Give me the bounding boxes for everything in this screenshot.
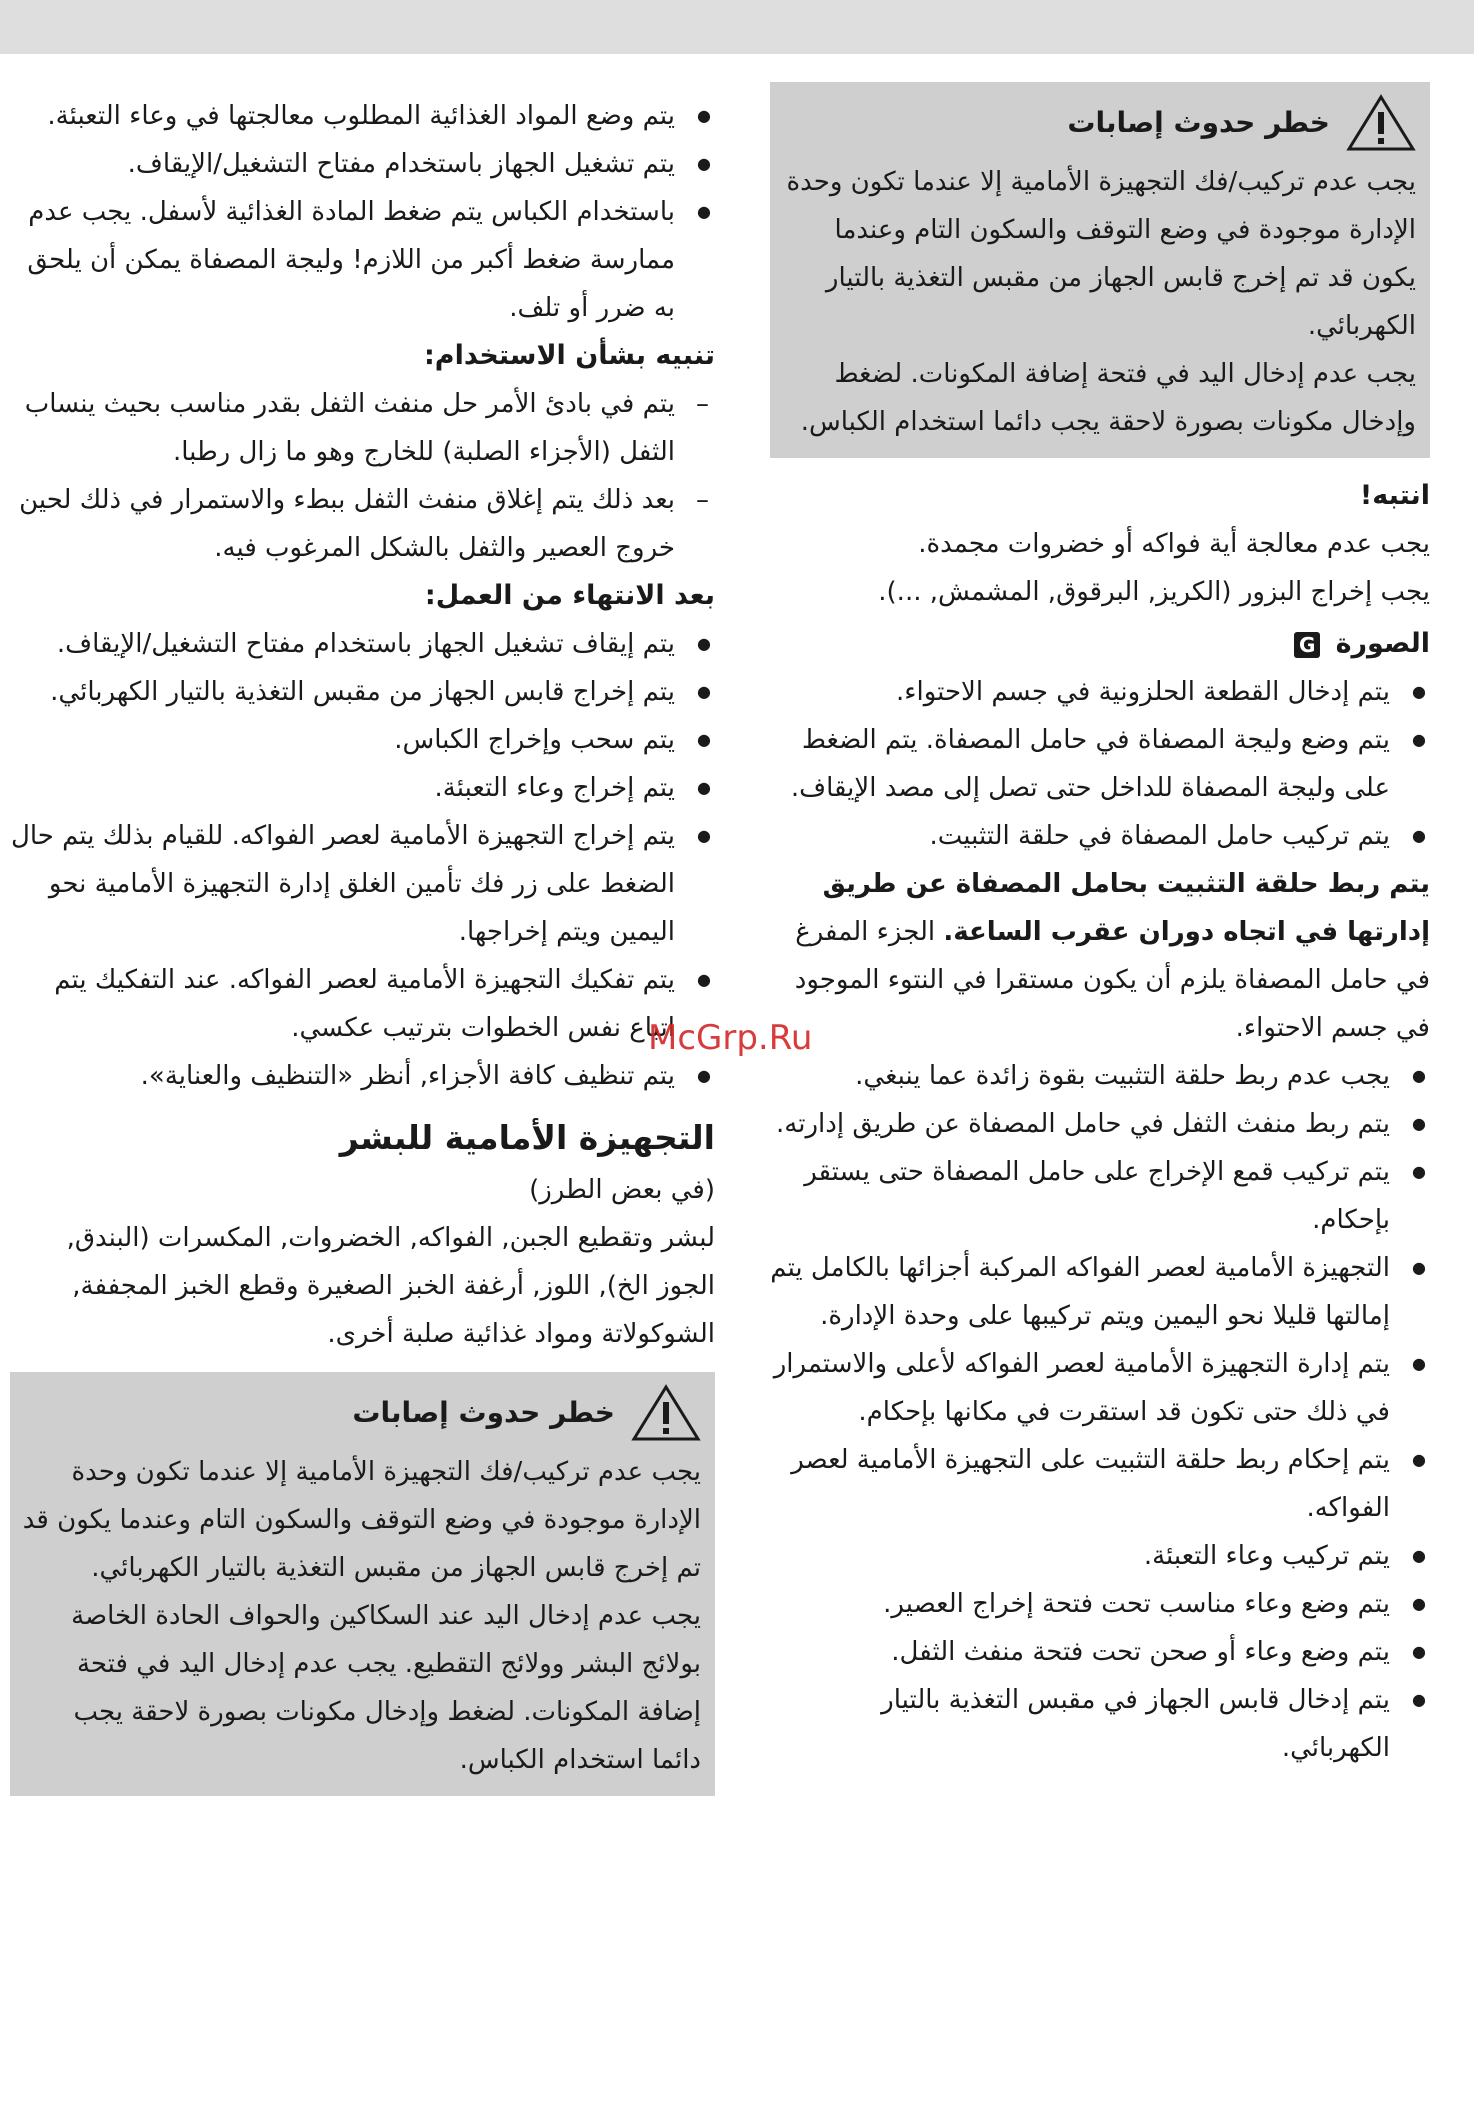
after-work-heading: بعد الانتهاء من العمل: xyxy=(424,580,715,611)
list-item: ● يتم إخراج التجهيزة الأمامية لعصر الفواكه. للقيام بذلك يتم حال الضغط على زر فك تأمين الغلق إدارة التجهيزة الأمامية نحو اليمين ويتم إخراجها. xyxy=(10,812,715,956)
list-item: ● يتم سحب وإخراج الكباس. xyxy=(10,716,715,764)
section-title: التجهيزة الأمامية للبشر xyxy=(339,1118,715,1157)
after-work-list xyxy=(10,620,715,1100)
warning-1-paragraph: يجب عدم تركيب/فك التجهيزة الأمامية إلا عندما تكون وحدة الإدارة موجودة في وضع التوقف والسكون التام وعندما يكون قد تم إخرج قابس الجهاز من مقبس التغذية بالتيار الكهربائي. xyxy=(786,167,1416,341)
assembly-note xyxy=(770,860,1430,1052)
list-item: ● يجب عدم ربط حلقة التثبيت بقوة زائدة عما ينبغي. xyxy=(770,1052,1430,1100)
list-item: ● يتم تفكيك التجهيزة الأمامية لعصر الفواكه. عند التفكيك يتم اتباع نفس الخطوات بترتيب عكسي. xyxy=(10,956,715,1052)
watermark-text: McGrp.Ru xyxy=(648,1018,813,1058)
list-item: ● يتم إدخال قابس الجهاز في مقبس التغذية بالتيار الكهربائي. xyxy=(770,1676,1430,1772)
list-item: – بعد ذلك يتم إغلاق منفث الثفل ببطء والاستمرار في ذلك لحين خروج العصير والثفل بالشكل المرغوب فيه. xyxy=(10,476,715,572)
usage-list xyxy=(10,380,715,572)
list-item: ● باستخدام الكباس يتم ضغط المادة الغذائية لأسفل. يجب عدم ممارسة ضغط أكبر من اللازم! وليجة المصفاة يمكن أن يلحق به ضرر أو تلف. xyxy=(10,188,715,332)
warning-title-1: خطر حدوث إصابات xyxy=(1067,106,1330,139)
attention-line: يجب إخراج البزور (الكريز, البرقوق, المشمش, ...). xyxy=(878,577,1430,607)
warning-1-paragraph: يجب عدم إدخال اليد في فتحة إضافة المكونات. لضغط وإدخال مكونات بصورة لاحقة يجب دائما استخدام الكباس. xyxy=(800,359,1416,437)
steps-list-b xyxy=(770,1052,1430,1772)
attention-heading: انتبه! xyxy=(1359,480,1430,511)
list-item: ● يتم وضع وعاء مناسب تحت فتحة إخراج العصير. xyxy=(770,1580,1430,1628)
list-item: ● يتم إدخال القطعة الحلزونية في جسم الاحتواء. xyxy=(770,668,1430,716)
warning-heading-1 xyxy=(782,94,1416,152)
list-item: ● يتم إخراج وعاء التعبئة. xyxy=(10,764,715,812)
section-subtitle: (في بعض الطرز) xyxy=(529,1175,715,1205)
list-item: ● يتم وضع وليجة المصفاة في حامل المصفاة. يتم الضغط على وليجة المصفاة للداخل حتى تصل إلى مصد الإيقاف. xyxy=(770,716,1430,812)
list-item: ● يتم تنظيف كافة الأجزاء, أنظر «التنظيف والعناية». xyxy=(10,1052,715,1100)
list-item: – يتم في بادئ الأمر حل منفث الثفل بقدر مناسب بحيث ينساب الثفل (الأجزاء الصلبة) للخارج وهو ما زال رطبا. xyxy=(10,380,715,476)
list-item: ● التجهيزة الأمامية لعصر الفواكه المركبة أجزائها بالكامل يتم إمالتها قليلا نحو اليمين ويتم تركيبها على وحدة الإدارة. xyxy=(770,1244,1430,1340)
warning-2-paragraph: يجب عدم تركيب/فك التجهيزة الأمامية إلا عندما تكون وحدة الإدارة موجودة في وضع التوقف والسكون التام وعندما يكون قد تم إخرج قابس الجهاز من مقبس التغذية بالتيار الكهربائي. xyxy=(22,1457,701,1583)
usage-heading: تنبيه بشأن الاستخدام: xyxy=(423,340,715,371)
left-column xyxy=(10,92,715,1796)
warning-triangle-icon xyxy=(631,1384,701,1442)
list-item: ● يتم إخراج قابس الجهاز من مقبس التغذية بالتيار الكهربائي. xyxy=(10,668,715,716)
list-item: ● يتم تركيب قمع الإخراج على حامل المصفاة حتى يستقر بإحكام. xyxy=(770,1148,1430,1244)
assembly-note-rest: الجزء المفرغ في حامل المصفاة يلزم أن يكون مستقرا في النتوء الموجود في جسم الاحتواء. xyxy=(794,917,1430,1043)
figure-heading-label: الصورة xyxy=(1335,628,1430,659)
attention-line: يجب عدم معالجة أية فواكه أو خضروات مجمدة. xyxy=(918,529,1430,559)
list-item: ● يتم ربط منفث الثفل في حامل المصفاة عن طريق إدارته. xyxy=(770,1100,1430,1148)
list-item: ● يتم تركيب حامل المصفاة في حلقة التثبيت. xyxy=(770,812,1430,860)
list-item: ● يتم وضع المواد الغذائية المطلوب معالجتها في وعاء التعبئة. xyxy=(10,92,715,140)
list-item: ● يتم إيقاف تشغيل الجهاز باستخدام مفتاح التشغيل/الإيقاف. xyxy=(10,620,715,668)
warning-box-2 xyxy=(10,1372,715,1796)
steps-list-a xyxy=(770,668,1430,860)
steps-list-top xyxy=(10,92,715,332)
warning-title-2: خطر حدوث إصابات xyxy=(352,1396,615,1429)
list-item: ● يتم تركيب وعاء التعبئة. xyxy=(770,1532,1430,1580)
right-column xyxy=(770,82,1430,1772)
assembly-note-bold: يتم ربط حلقة التثبيت بحامل المصفاة عن طريق إدارتها في اتجاه دوران عقرب الساعة. xyxy=(822,869,1430,947)
list-item: ● يتم إحكام ربط حلقة التثبيت على التجهيزة الأمامية لعصر الفواكه. xyxy=(770,1436,1430,1532)
top-header-band xyxy=(0,0,1474,54)
warning-heading-2 xyxy=(22,1384,701,1442)
warning-box-1 xyxy=(770,82,1430,458)
list-item: ● يتم وضع وعاء أو صحن تحت فتحة منفث الثفل. xyxy=(770,1628,1430,1676)
figure-letter-badge: G xyxy=(1294,632,1320,658)
warning-triangle-icon xyxy=(1346,94,1416,152)
section-description: لبشر وتقطيع الجبن, الفواكه, الخضروات, المكسرات (البندق, الجوز الخ), اللوز, أرغفة الخبز الصغيرة وقطع الخبز المجففة, الشوكولاتة ومواد غذائية صلبة أخرى. xyxy=(66,1223,715,1349)
list-item: ● يتم تشغيل الجهاز باستخدام مفتاح التشغيل/الإيقاف. xyxy=(10,140,715,188)
warning-2-paragraph: يجب عدم إدخال اليد عند السكاكين والحواف الحادة الخاصة بولائج البشر وولائج التقطيع. يجب عدم إدخال اليد في فتحة إضافة المكونات. لضغط وإدخال مكونات بصورة لاحقة يجب دائما استخدام الكباس. xyxy=(71,1601,701,1775)
figure-heading xyxy=(770,620,1430,668)
list-item: ● يتم إدارة التجهيزة الأمامية لعصر الفواكه لأعلى والاستمرار في ذلك حتى تكون قد استقرت في مكانها بإحكام. xyxy=(770,1340,1430,1436)
